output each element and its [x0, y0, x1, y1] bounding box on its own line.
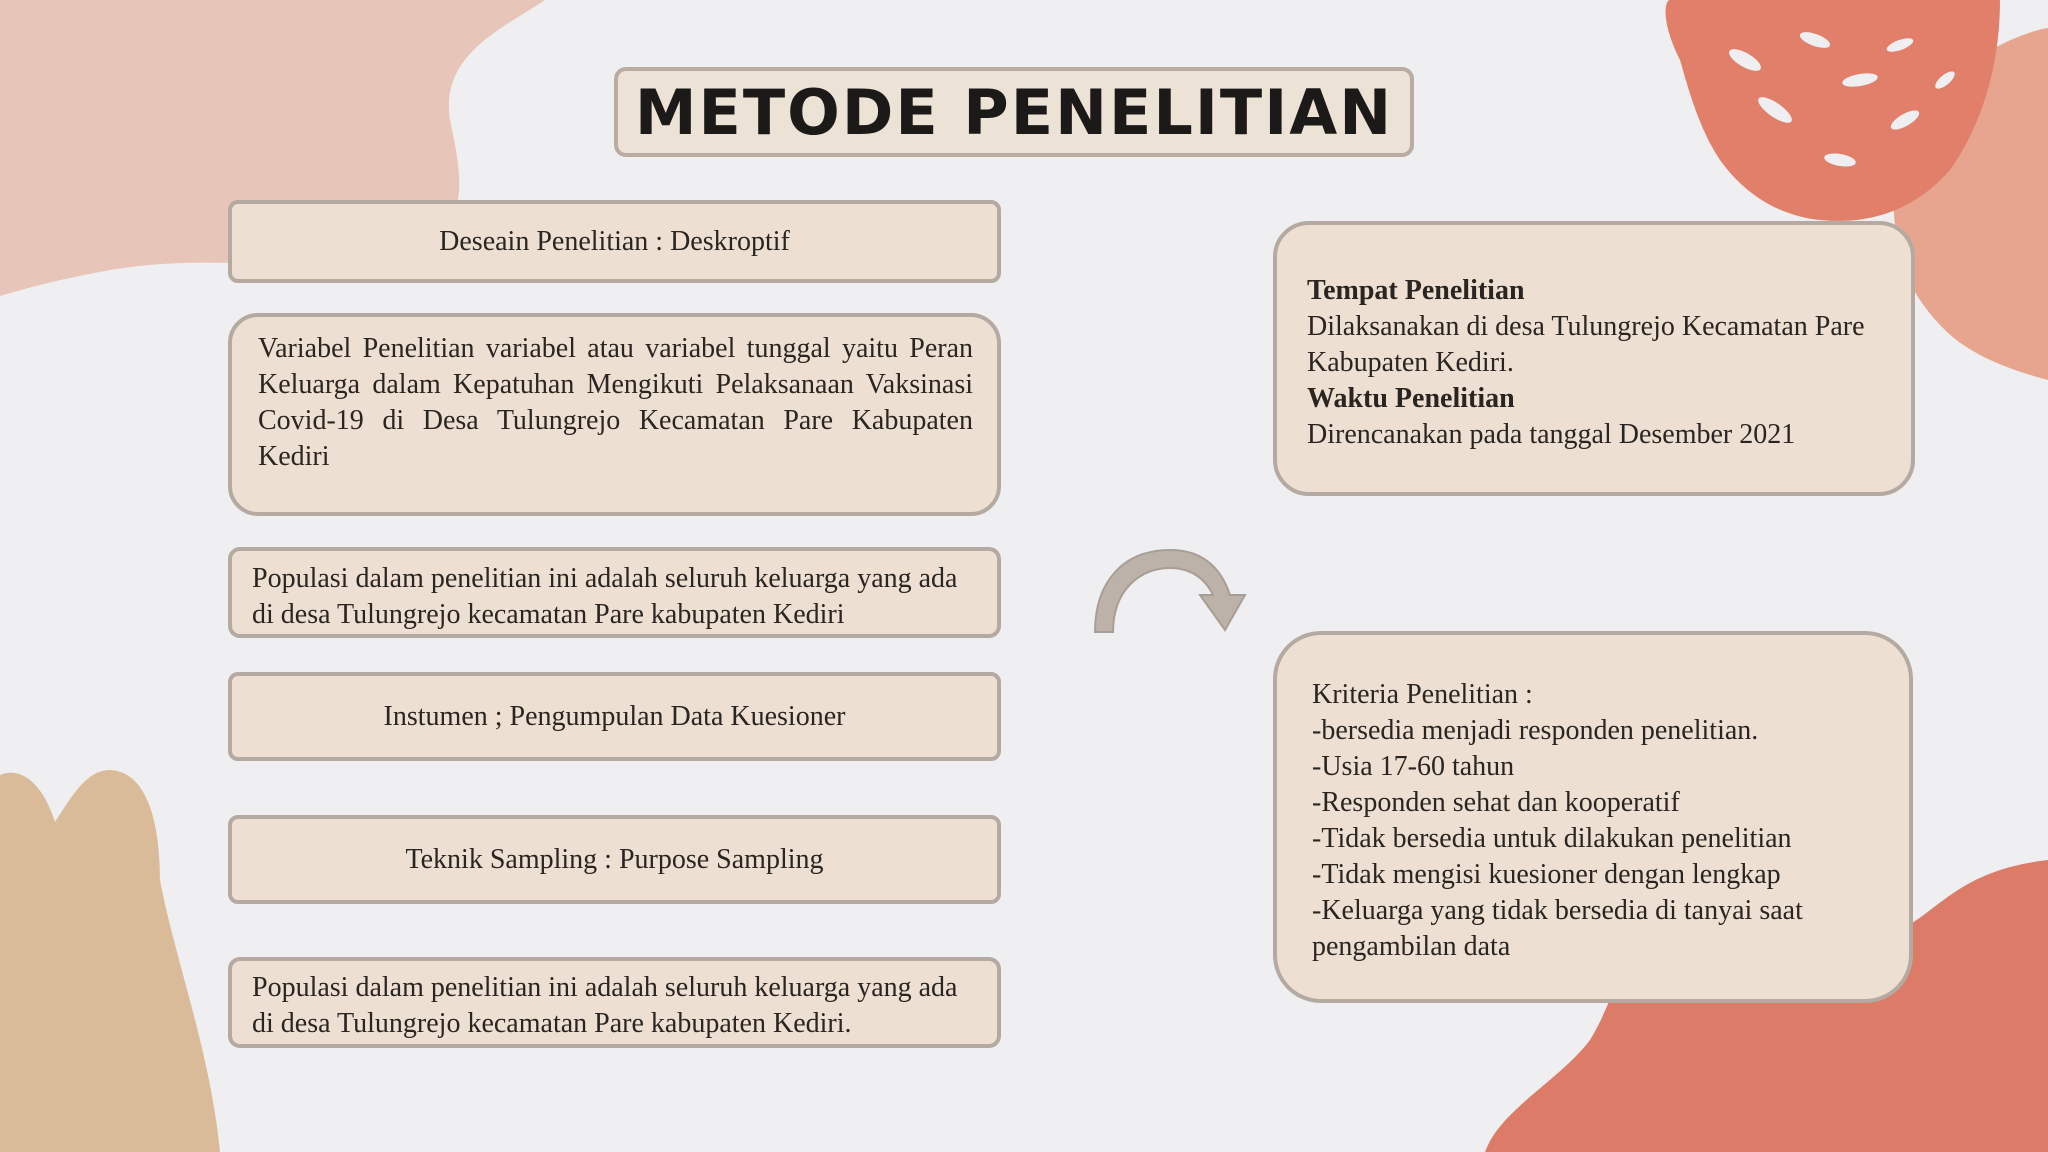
criteria-item: -Usia 17-60 tahun: [1312, 751, 1515, 782]
criteria-item: -bersedia menjadi responden penelitian.: [1312, 715, 1759, 746]
time-text: Direncanakan pada tanggal Desember 2021: [1307, 419, 1796, 450]
population-text-2: Populasi dalam penelitian ini adalah seluruh keluarga yang ada di desa Tulungrejo kecamatan Pare kabupaten Kediri.: [252, 972, 958, 1039]
sampling-box: [228, 815, 1001, 904]
place-time-box: [1273, 221, 1915, 496]
tan-blob: [0, 770, 220, 1152]
page-title: METODE PENELITIAN: [634, 75, 1394, 149]
research-design-text: Deseain Penelitian : Deskroptif: [439, 225, 790, 257]
place-label: Tempat Penelitian: [1307, 275, 1525, 306]
time-label: Waktu Penelitian: [1307, 383, 1515, 414]
criteria-box: [1273, 631, 1913, 1003]
sampling-text: Teknik Sampling : Purpose Sampling: [405, 843, 824, 875]
population-box: [228, 547, 1001, 638]
criteria-item: -Tidak bersedia untuk dilakukan penelitian: [1312, 823, 1792, 854]
population-text: Populasi dalam penelitian ini adalah seluruh keluarga yang ada di desa Tulungrejo kecamatan Pare kabupaten Kediri: [252, 563, 958, 630]
instrument-text: Instumen ; Pengumpulan Data Kuesioner: [383, 700, 846, 732]
research-design-box: [228, 200, 1001, 283]
instrument-box: [228, 672, 1001, 761]
research-variable-text: Variabel Penelitian variabel atau variabel tunggal yaitu Peran Keluarga dalam Kepatuhan Mengikuti Pelaksanaan Vaksinasi Covid-19 di Desa Tulungrejo Kecamatan Pare Kabupaten Kediri: [258, 333, 973, 472]
place-text: Dilaksanakan di desa Tulungrejo Kecamatan Pare Kabupaten Kediri.: [1307, 311, 1865, 378]
criteria-item: -Responden sehat dan kooperatif: [1312, 787, 1680, 818]
research-variable-box: [228, 313, 1001, 516]
population-box-2: [228, 957, 1001, 1048]
curved-arrow-icon: [1085, 540, 1255, 650]
criteria-item: -Keluarga yang tidak bersedia di tanyai saat pengambilan data: [1312, 895, 1803, 962]
title-box: [614, 67, 1414, 157]
criteria-title: Kriteria Penelitian :: [1312, 679, 1533, 710]
criteria-item: -Tidak mengisi kuesioner dengan lengkap: [1312, 859, 1781, 890]
